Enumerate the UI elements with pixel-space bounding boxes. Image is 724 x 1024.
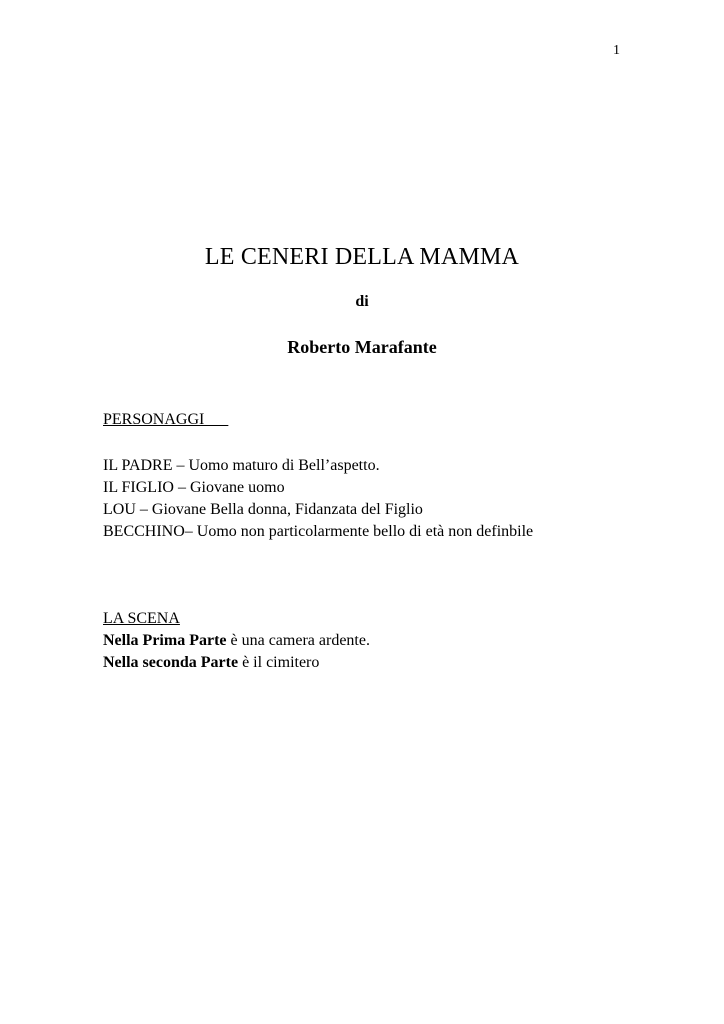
scene-part-second xyxy=(103,654,319,672)
scene-part-first xyxy=(103,632,370,650)
scene-part-first-label: Nella Prima Parte xyxy=(103,632,227,649)
character-line-padre: IL PADRE – Uomo maturo di Bell’aspetto. xyxy=(103,457,380,474)
scene-part-second-label: Nella seconda Parte xyxy=(103,654,239,671)
character-line-figlio: IL FIGLIO – Giovane uomo xyxy=(103,479,285,496)
scene-part-first-text: è una camera ardente. xyxy=(226,632,370,649)
page-number: 1 xyxy=(613,43,620,58)
scene-heading: LA SCENA xyxy=(103,610,180,627)
byline: di xyxy=(355,293,369,310)
character-line-becchino: BECCHINO– Uomo non particolarmente bello di età non definbile xyxy=(103,523,534,540)
author-name: Roberto Marafante xyxy=(287,337,437,357)
scene-part-second-text: è il cimitero xyxy=(238,654,320,671)
document-title: LE CENERI DELLA MAMMA xyxy=(204,244,520,270)
character-line-lou: LOU – Giovane Bella donna, Fidanzata del Figlio xyxy=(103,501,423,518)
characters-heading: PERSONAGGI xyxy=(103,411,229,428)
